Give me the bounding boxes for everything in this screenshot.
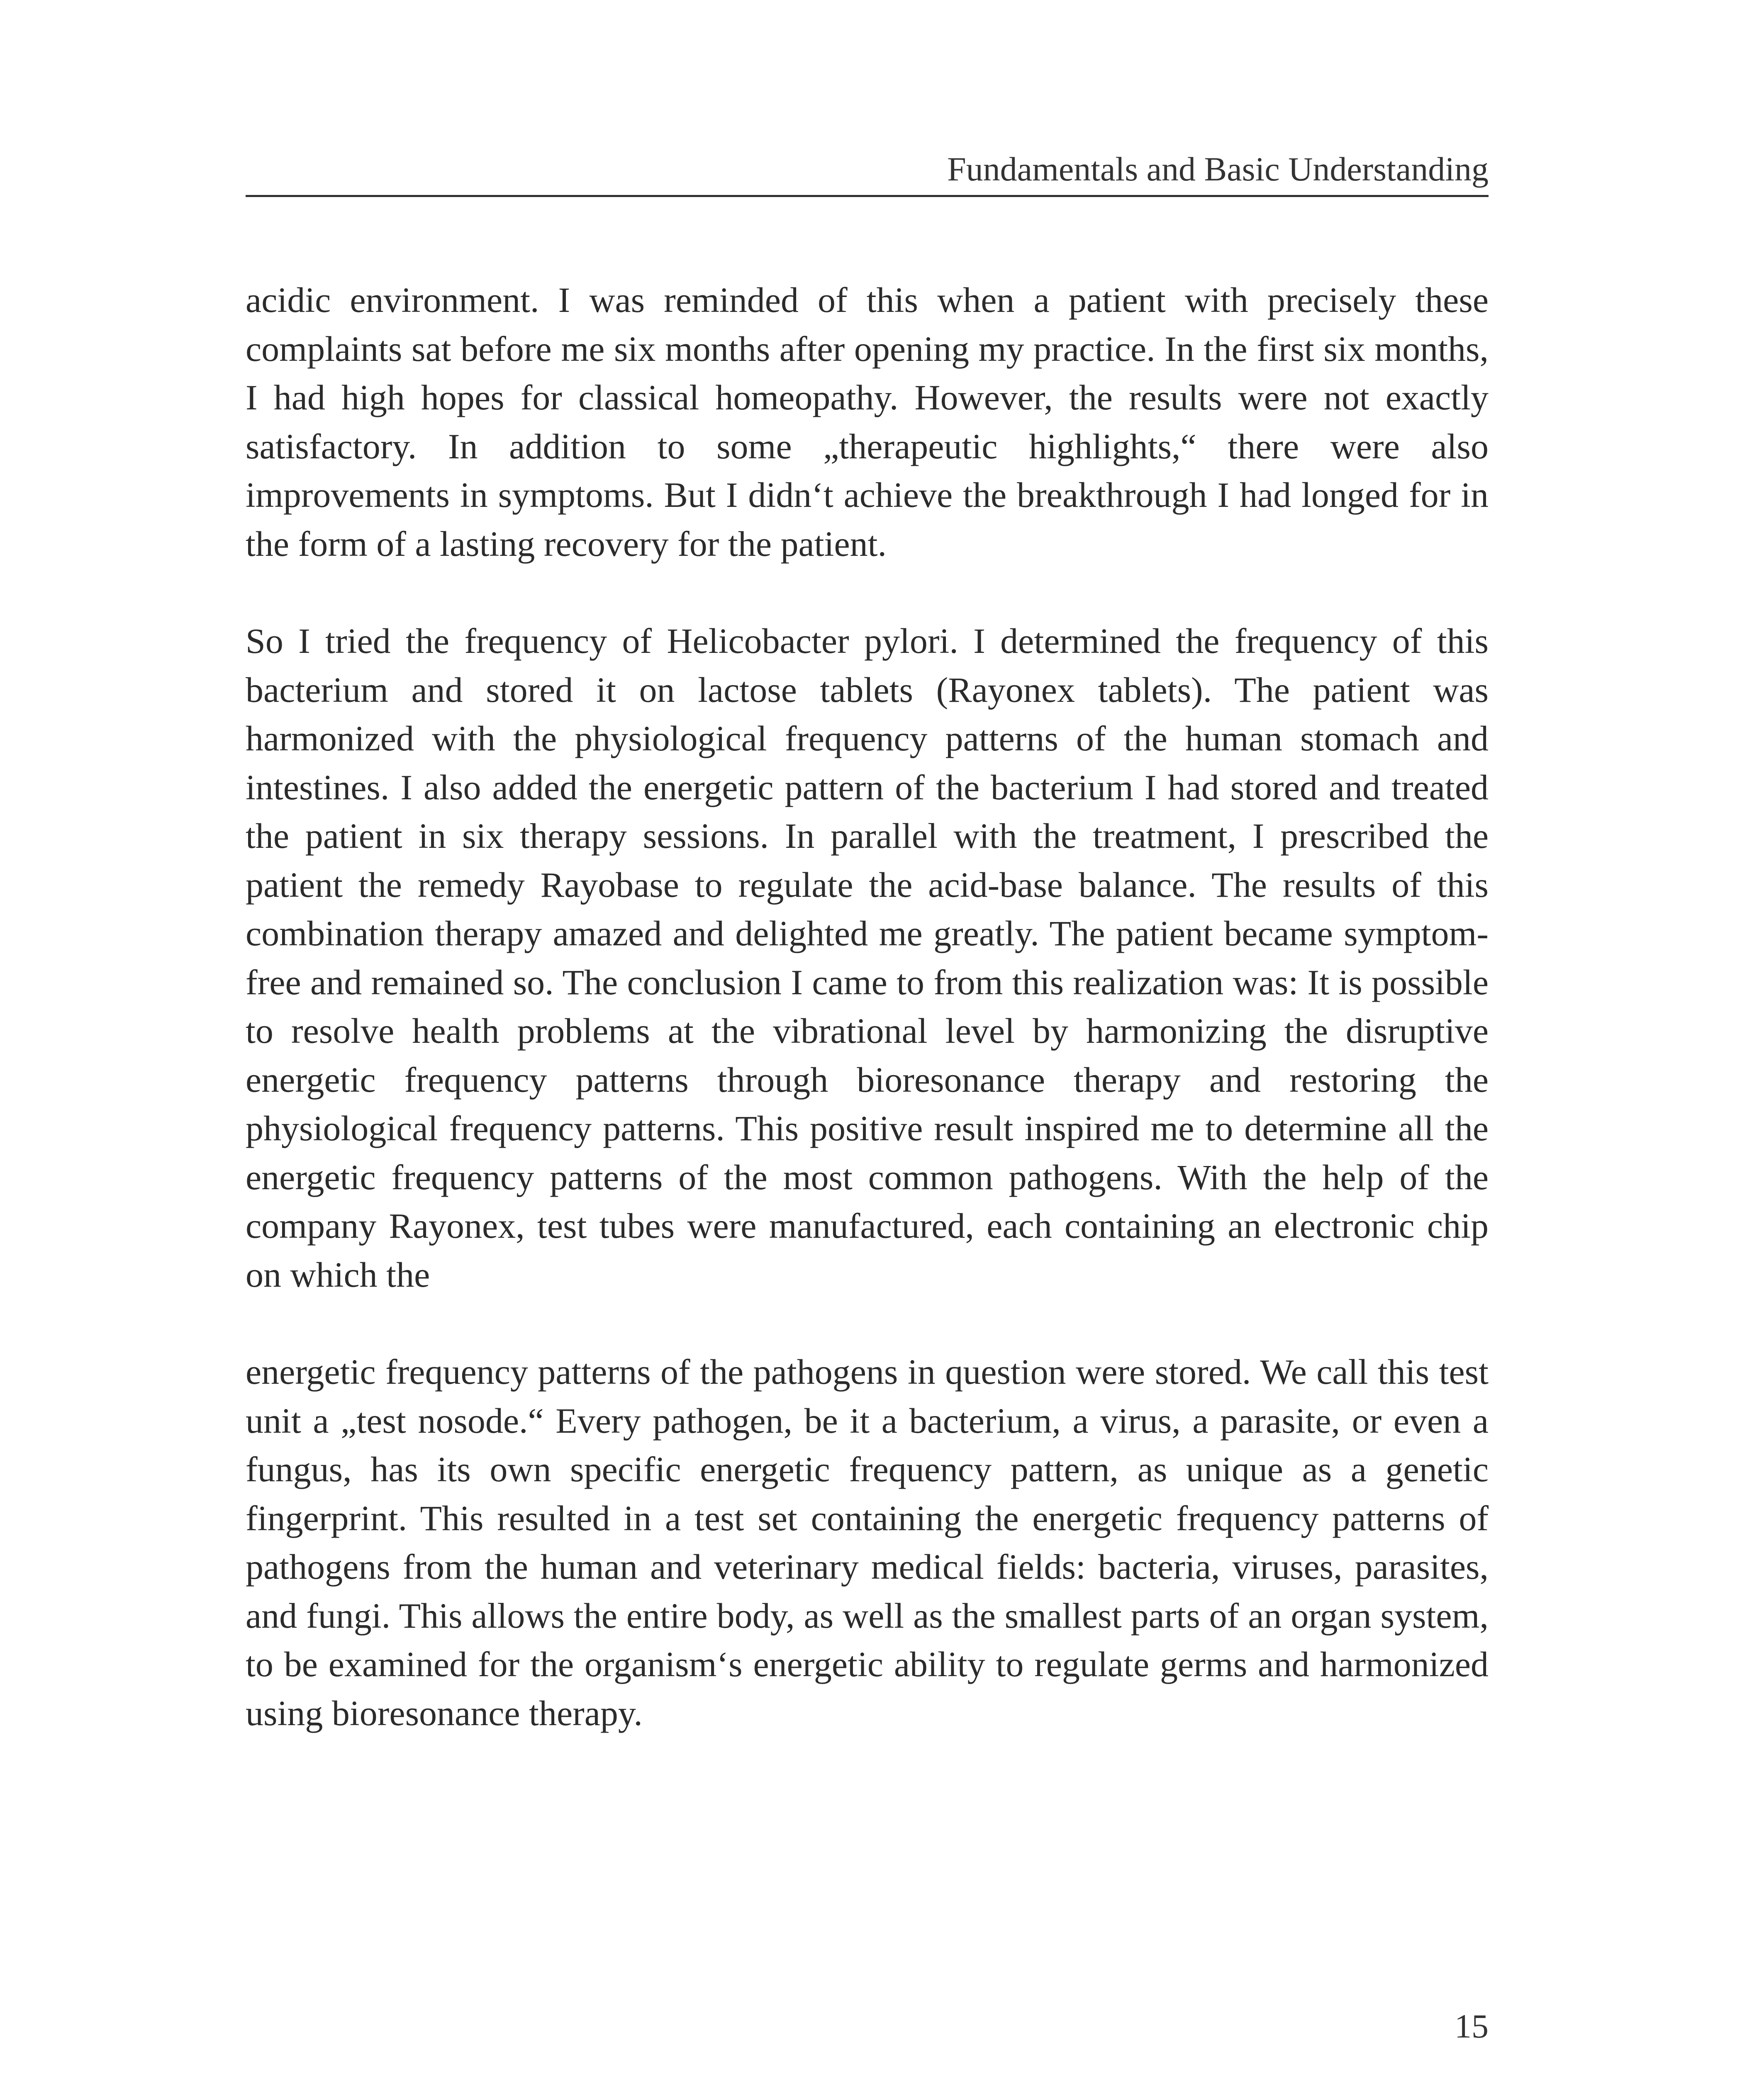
paragraph-1: acidic environment. I was reminded of this when a patient with precisely these complaints sat before me six months after opening my practice. In the first six months, I had high hopes for classical homeopathy. However, the results were not exactly satisfactory. In addition to some „therapeutic highlights,“ there were also improvements in symptoms. But I didn‘t achieve the breakthrough I had longed for in the form of a lasting recovery for the patient. [246,280,1489,564]
running-header: Fundamentals and Basic Understanding [947,150,1489,188]
page-number: 15 [1455,2007,1489,2045]
paragraph-2: So I tried the frequency of Helicobacter pylori. I determined the frequency of this bacterium and stored it on lactose tablets (Rayonex tablets). The patient was harmonized with the physiological frequency patterns of the human stomach and intestines. I also added the energetic pattern of the bacterium I had stored and treated the patient in six therapy sessions. In parallel with the treatment, I prescribed the patient the remedy Rayobase to regulate the acid-base balance. The results of this combination therapy amazed and delighted me greatly. The patient became symptom-free and remained so. The conclusion I came to from this realization was: It is possible to resolve health problems at the vibrational level by harmonizing the disruptive energetic frequency patterns through bioresonance therapy and restoring the physiological frequency patterns. This positive result inspired me to determine all the energetic frequency patterns of the most common pathogens. With the help of the company Rayonex, test tubes were manufactured, each containing an electronic chip on which the [246,621,1489,1295]
header-rule [246,195,1489,197]
paragraph-3: energetic frequency patterns of the pathogens in question were stored. We call this test unit a „test nosode.“ Every pathogen, be it a bacterium, a virus, a parasite, or even a fungus, has its own specific energetic frequency pattern, as unique as a genetic fingerprint. This resulted in a test set containing the energetic frequency patterns of pathogens from the human and veterinary medical fields: bacteria, viruses, parasites, and fungi. This allows the entire body, as well as the smallest parts of an organ system, to be examined for the organism‘s energetic ability to regulate germs and harmonized using bioresonance therapy. [246,1352,1489,1733]
body-text [246,276,1489,1738]
